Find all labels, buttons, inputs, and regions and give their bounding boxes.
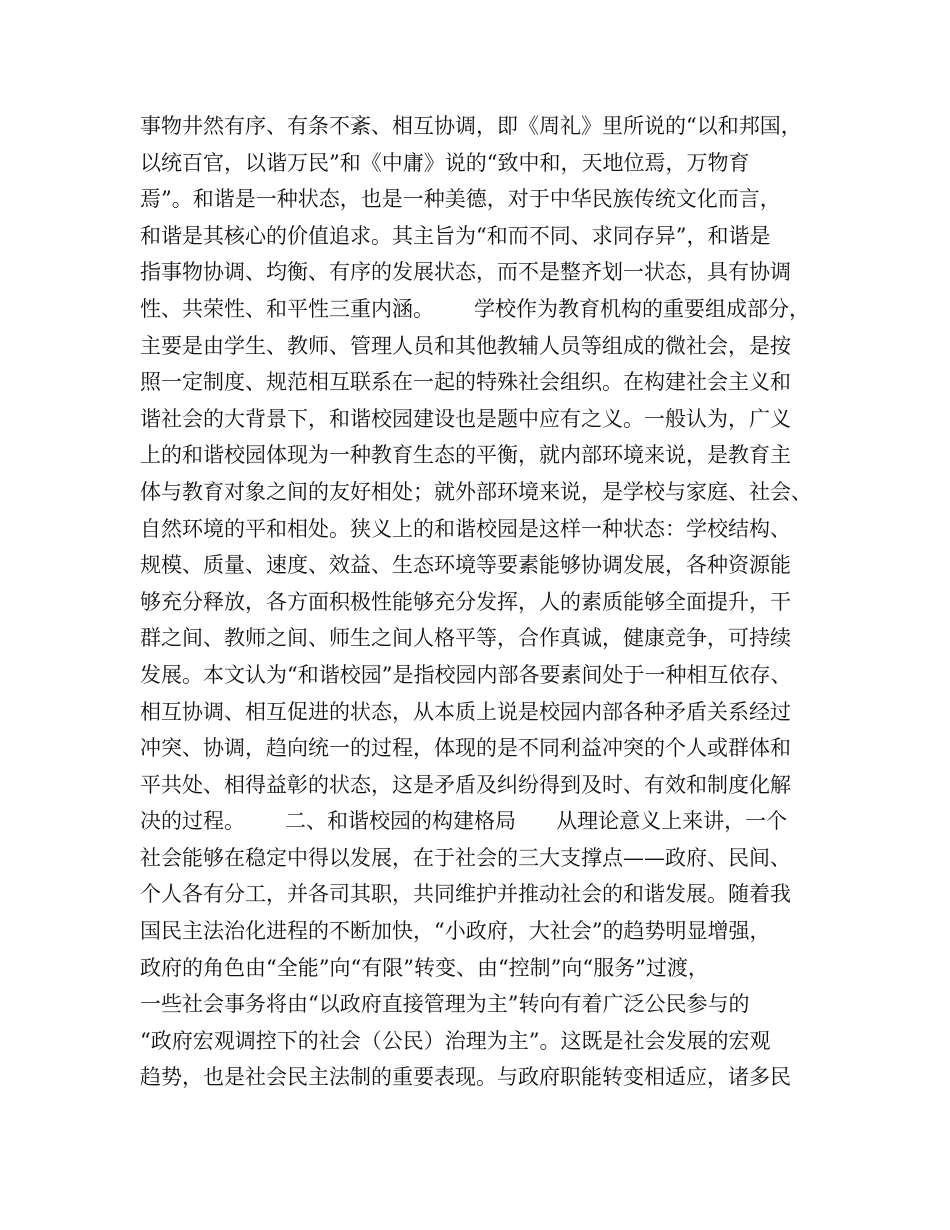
text-line: 个人各有分工，并各司其职，共同维护并推动社会的和谐发展。随着我	[140, 882, 791, 907]
text-line: 焉”。和谐是一种状态，也是一种美德，对于中华民族传统文化而言，	[140, 187, 781, 212]
text-line: 自然环境的平和相处。狭义上的和谐校园是这样一种状态：学校结构、	[140, 516, 791, 541]
text-line: 决的过程。 二、和谐校园的构建格局 从理论意义上来讲，一个	[140, 809, 788, 834]
text-line: 体与教育对象之间的友好相处；就外部环境来说，是学校与家庭、社会、	[140, 479, 812, 504]
text-line: 和谐是其核心的价值追求。其主旨为“和而不同、求同存异”，和谐是	[140, 223, 771, 248]
text-line: 平共处、相得益彰的状态，这是矛盾及纠纷得到及时、有效和制度化解	[140, 772, 791, 797]
text-line: 够充分释放，各方面积极性能够充分发挥，人的素质能够全面提升，干	[140, 589, 791, 614]
text-line: 照一定制度、规范相互联系在一起的特殊社会组织。在构建社会主义和	[140, 370, 791, 395]
text-line: 一些社会事务将由“以政府直接管理为主”转向有着广泛公民参与的	[140, 992, 750, 1017]
text-line: 政府的角色由“全能”向“有限”转变、由“控制”向“服务”过渡，	[140, 955, 709, 980]
text-line: 事物井然有序、有条不紊、相互协调，即《周礼》里所说的“以和邦国，	[140, 114, 802, 138]
text-line: 群之间、教师之间、师生之间人格平等，合作真诚，健康竞争，可持续	[140, 626, 791, 651]
text-line: 社会能够在稳定中得以发展，在于社会的三大支撑点——政府、民间、	[140, 845, 791, 870]
text-line: 以统百官，以谐万民”和《中庸》说的“致中和，天地位焉，万物育	[140, 150, 750, 175]
text-line: 冲突、协调，趋向统一的过程，体现的是不同利益冲突的个人或群体和	[140, 736, 791, 761]
text-line: 发展。本文认为“和谐校园”是指校园内部各要素间处于一种相互依存、	[140, 662, 792, 687]
body-text	[140, 108, 840, 1096]
text-line: “政府宏观调控下的社会（公民）治理为主”。这既是社会发展的宏观	[140, 1028, 771, 1053]
text-line: 趋势，也是社会民主法制的重要表现。与政府职能转变相适应，诸多民	[140, 1065, 791, 1090]
text-line: 规模、质量、速度、效益、生态环境等要素能够协调发展，各种资源能	[140, 553, 791, 578]
text-line: 相互协调、相互促进的状态，从本质上说是校园内部各种矛盾关系经过	[140, 699, 791, 724]
text-line: 上的和谐校园体现为一种教育生态的平衡，就内部环境来说，是教育主	[140, 443, 791, 468]
text-line: 谐社会的大背景下，和谐校园建设也是题中应有之义。一般认为，广义	[140, 406, 791, 431]
text-line: 性、共荣性、和平性三重内涵。 学校作为教育机构的重要组成部分，	[140, 296, 811, 321]
text-line: 指事物协调、均衡、有序的发展状态，而不是整齐划一状态，具有协调	[140, 260, 791, 285]
text-line: 国民主法治化进程的不断加快，“小政府，大社会”的趋势明显增强，	[140, 919, 771, 944]
text-line: 主要是由学生、教师、管理人员和其他教辅人员等组成的微社会，是按	[140, 333, 791, 358]
